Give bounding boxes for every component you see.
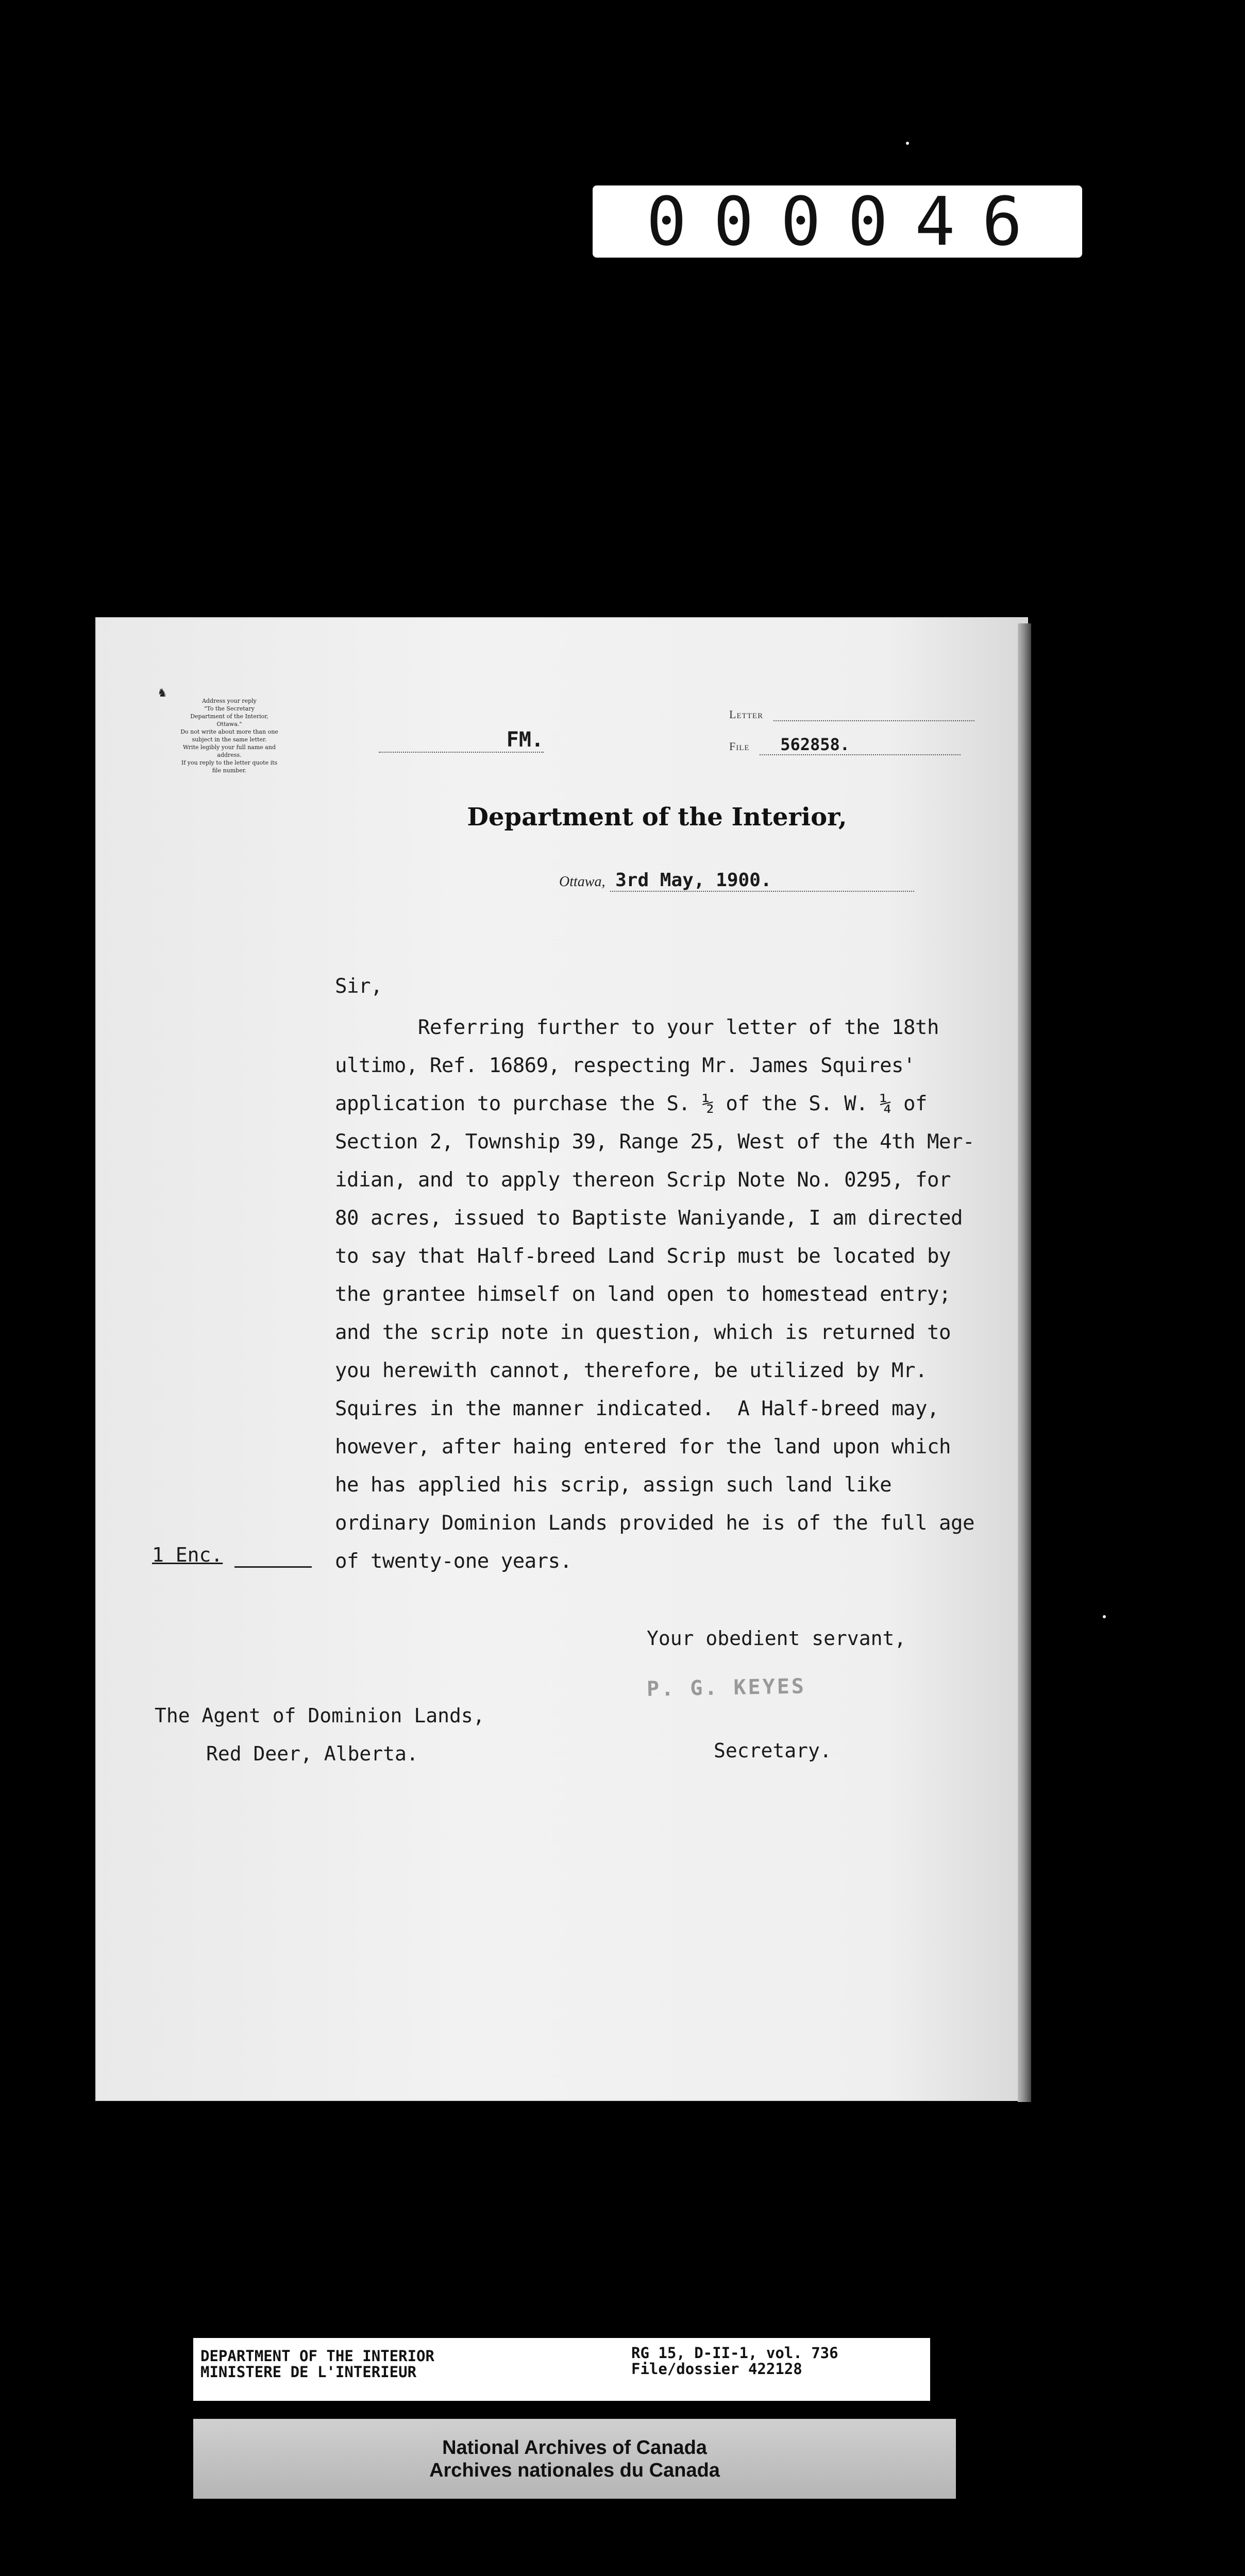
- department-title: Department of the Interior,: [467, 803, 847, 832]
- date-row: [559, 870, 1023, 892]
- crest-icon: ♞: [157, 687, 167, 700]
- body-line: application to purchase the S. ½ of the S. W. ¼ of: [335, 1092, 927, 1115]
- body-line: he has applied his scrip, assign such land like: [335, 1473, 892, 1497]
- body-line: to say that Half-breed Land Scrip must be located by: [335, 1245, 951, 1268]
- film-speck: [906, 142, 909, 145]
- closing: Your obedient servant,: [647, 1627, 906, 1650]
- file-row: [729, 735, 1018, 755]
- body-line: Squires in the manner indicated. A Half-breed may,: [335, 1397, 939, 1420]
- body-line: ordinary Dominion Lands provided he is of the full age: [335, 1512, 974, 1535]
- film-speck: [1103, 1615, 1106, 1618]
- letter-label: Letter: [729, 708, 764, 721]
- letter-value: [773, 710, 974, 721]
- archive-record-group: RG 15, D-II-1, vol. 736: [631, 2344, 838, 2362]
- initials: FM.: [379, 728, 544, 753]
- body-line: however, after haing entered for the land upon which: [335, 1435, 951, 1459]
- addressee: [155, 1697, 485, 1773]
- archive-file-number: File/dossier 422128: [631, 2360, 802, 2378]
- addressee-line-2: Red Deer, Alberta.: [206, 1742, 418, 1765]
- page-edge: [1018, 623, 1031, 2102]
- letter-body: [335, 968, 1056, 1581]
- archive-banner-fr: Archives nationales du Canada: [429, 2459, 720, 2481]
- body-line: the grantee himself on land open to homestead entry;: [335, 1283, 951, 1306]
- reply-notice: [152, 689, 307, 774]
- letter-row: [729, 708, 1018, 721]
- archive-banner: [193, 2419, 956, 2499]
- signatory-title: Secretary.: [714, 1739, 832, 1762]
- addressee-line-1: The Agent of Dominion Lands,: [155, 1704, 485, 1727]
- archive-label-right: [631, 2345, 838, 2377]
- frame-number: 000046: [593, 185, 1082, 258]
- enclosure-line: [234, 1544, 312, 1568]
- body-line: Referring further to your letter of the 18th: [335, 1016, 939, 1039]
- archive-dept-fr: MINISTERE DE L'INTERIEUR: [200, 2363, 417, 2381]
- archive-dept-en: DEPARTMENT OF THE INTERIOR: [200, 2347, 434, 2365]
- body-line: idian, and to apply thereon Scrip Note No. 0295, for: [335, 1168, 951, 1192]
- archive-reference-label: [193, 2338, 930, 2401]
- archive-banner-en: National Archives of Canada: [442, 2436, 707, 2459]
- document-page: [95, 617, 1028, 2101]
- body-line: ultimo, Ref. 16869, respecting Mr. James Squires': [335, 1054, 916, 1077]
- reply-notice-text: Address your reply "To the Secretary Department of the Interior, Ottawa." Do not write about more than one subject in the same letter. Write legibly your full name and address. If you reply to the letter quote its file number.: [180, 698, 278, 774]
- date: 3rd May, 1900.: [610, 870, 914, 892]
- body-line: you herewith cannot, therefore, be utilized by Mr.: [335, 1359, 927, 1382]
- body-line: Section 2, Township 39, Range 25, West of the 4th Mer-: [335, 1130, 974, 1154]
- body-line: 80 acres, issued to Baptiste Waniyande, I am directed: [335, 1207, 963, 1230]
- enclosure-note: [152, 1544, 312, 1568]
- place: Ottawa,: [559, 874, 605, 890]
- salutation: Sir,: [335, 975, 382, 998]
- signature-stamp: P. G. KEYES: [646, 1674, 806, 1701]
- body-line: and the scrip note in question, which is returned to: [335, 1321, 951, 1344]
- file-label: File: [729, 740, 750, 753]
- body-line: of twenty-one years.: [335, 1550, 572, 1573]
- archive-label-left: [200, 2348, 434, 2380]
- file-value: 562858.: [760, 735, 961, 755]
- enclosure-label: 1 Enc.: [152, 1544, 223, 1566]
